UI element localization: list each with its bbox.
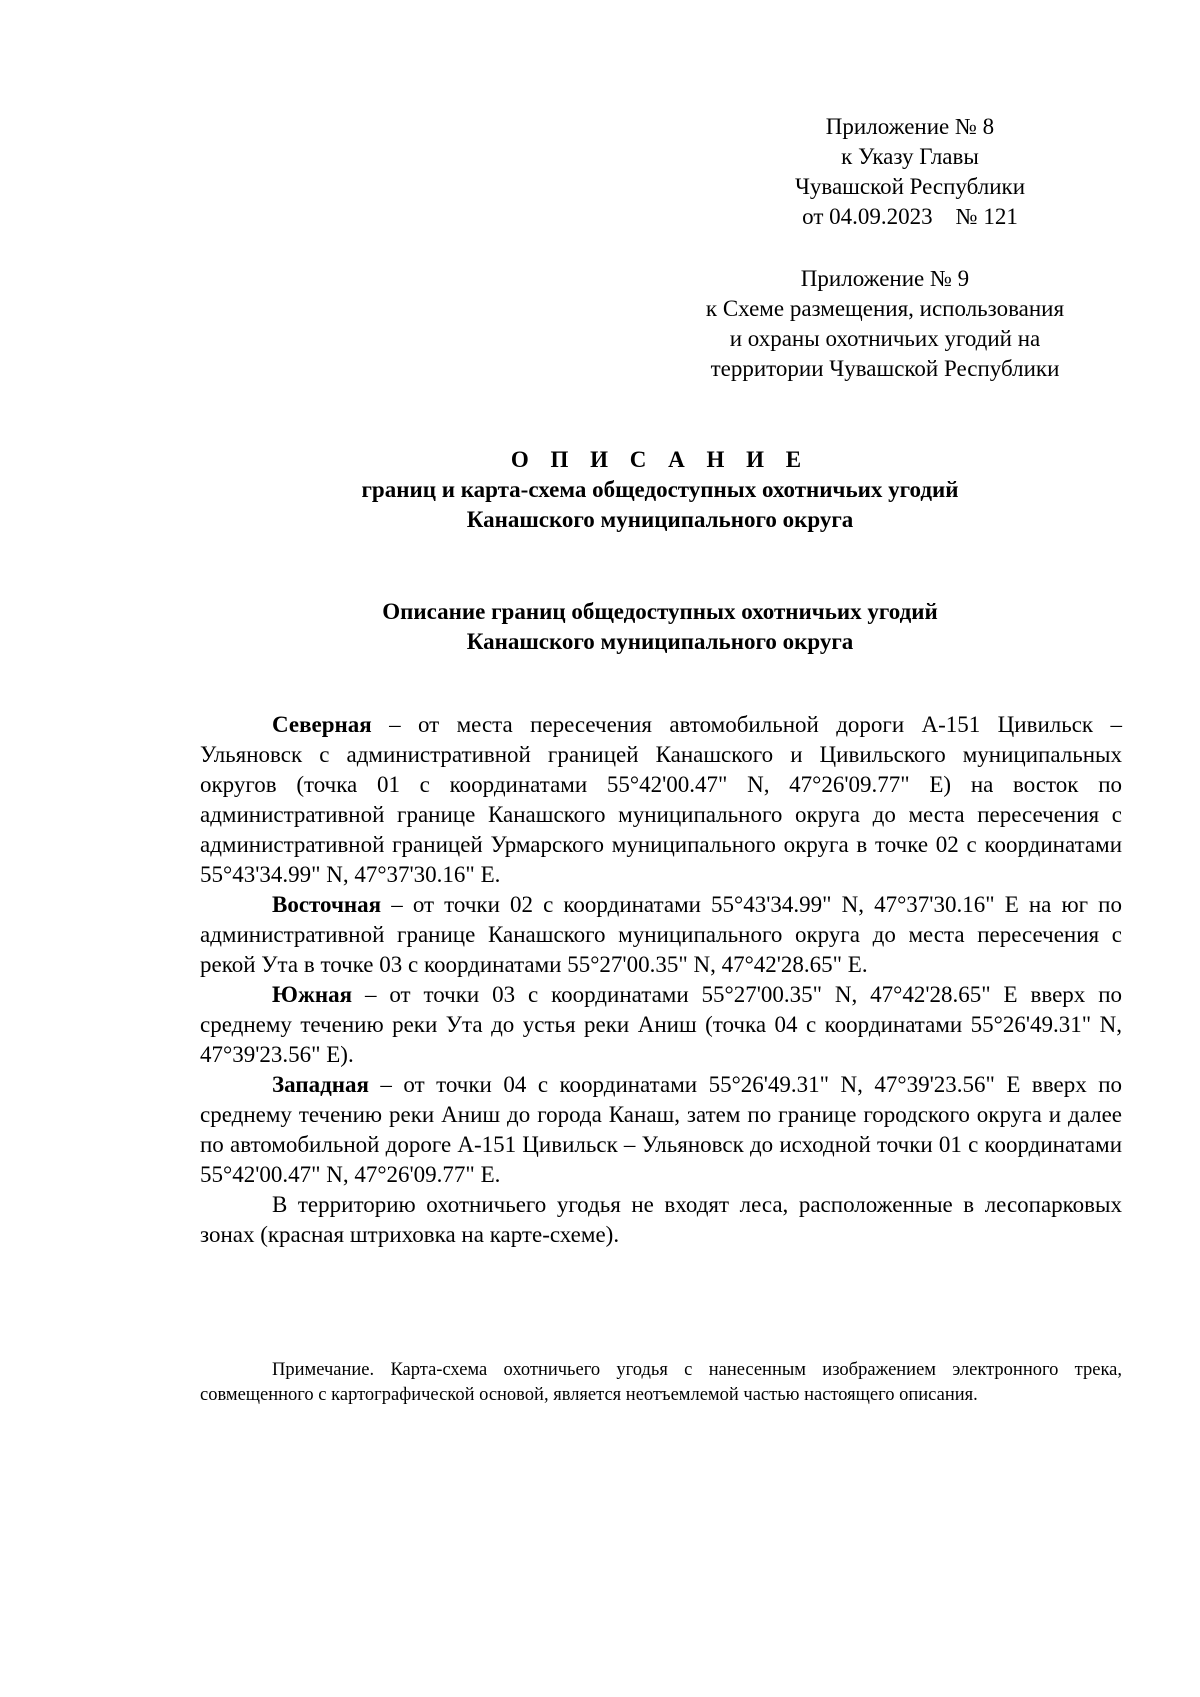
note-text: Примечание. Карта-схема охотничьего угодья с нанесенным изображением электронного трека, совмещенного с картографической основой, является неотъемлемой частью настоящего описания. — [200, 1360, 1122, 1405]
appendix-9-protection: и охраны охотничьих угодий на — [729, 326, 1041, 351]
appendix-8-republic: Чувашской Республики — [794, 174, 1026, 199]
east-border-paragraph — [200, 890, 1122, 980]
west-border-label: Западная — [272, 1072, 369, 1097]
south-border-paragraph — [200, 980, 1122, 1070]
appendix-9-number: Приложение № 9 — [800, 266, 970, 291]
exclusion-paragraph: В территорию охотничьего угодья не входят леса, расположенные в лесопарковых зонах (красная штриховка на карте-схеме). — [200, 1192, 1122, 1247]
appendix-9-header — [650, 264, 1120, 384]
section-title-line-2: Канашского муниципального округа — [466, 629, 854, 654]
title-heading: О П И С А Н И Е — [510, 447, 810, 472]
appendix-9-territory: территории Чувашской Республики — [710, 356, 1060, 381]
south-border-text: – от точки 03 с координатами 55°27'00.35" N, 47°42'28.65" E вверх по среднему течению реки Ута до устья реки Аниш (точка 04 с координатами 55°26'49.31" N, 47°39'23.56" E). — [200, 982, 1122, 1067]
east-border-text: – от точки 02 с координатами 55°43'34.99" N, 47°37'30.16" E на юг по административной границе Канашского муниципального округа до места пересечения с рекой Ута в точке 03 с координатами 55°27'00.35" N, 47°42'28.65" E. — [200, 892, 1122, 977]
north-border-text: – от места пересечения автомобильной дороги А-151 Цивильск – Ульяновск с административной границей Канашского и Цивильского муниципальных округов (точка 01 с координатами 55°42'00.47" N, 47°26'09.77" E) на восток по административной границе Канашского муниципального округа до места пересечения с административной границей Урмарского муниципального округа в точке 02 с координатами 55°43'34.99" N, 47°37'30.16" E. — [200, 712, 1122, 887]
appendix-9-scheme: к Схеме размещения, использования — [705, 296, 1065, 321]
north-border-paragraph — [200, 710, 1122, 890]
title-line-3: Канашского муниципального округа — [466, 507, 854, 532]
note-block — [200, 1358, 1122, 1408]
west-border-text: – от точки 04 с координатами 55°26'49.31" N, 47°39'23.56" E вверх по среднему течению реки Аниш до города Канаш, затем по границе городского округа и далее по автомобильной дороге А-151 Цивильск – Ульяновск до исходной точки 01 с координатами 55°42'00.47" N, 47°26'09.77" E. — [200, 1072, 1122, 1187]
appendix-8-date: от 04.09.2023 № 121 — [802, 204, 1018, 229]
title-line-2: границ и карта-схема общедоступных охотничьих угодий — [361, 477, 959, 502]
south-border-label: Южная — [272, 982, 353, 1007]
section-title-line-1: Описание границ общедоступных охотничьих угодий — [382, 599, 938, 624]
appendix-8-decree: к Указу Главы — [841, 144, 979, 169]
document-title — [200, 445, 1120, 535]
west-border-paragraph — [200, 1070, 1122, 1190]
borders-description — [200, 710, 1122, 1250]
appendix-8-header — [700, 112, 1120, 232]
north-border-label: Северная — [272, 712, 372, 737]
appendix-8-number: Приложение № 8 — [825, 114, 995, 139]
east-border-label: Восточная — [272, 892, 382, 917]
section-title — [200, 597, 1120, 657]
